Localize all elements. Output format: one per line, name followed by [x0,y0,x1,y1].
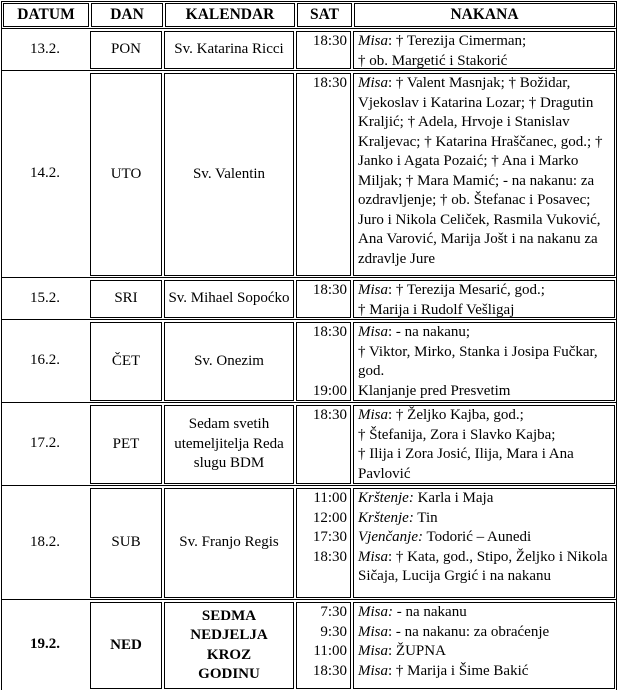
time: 9:30 [320,623,347,640]
kalendar-cell: Sv. Valentin [164,73,294,276]
nakana-cell [353,405,615,484]
sat-cell [296,405,351,484]
sat-cell [296,31,351,69]
entry-text: Karla i Maja [413,490,494,506]
kalendar-cell: Sedam svetih utemeljitelja Reda slugu BDM [164,405,294,484]
dan-cell: UTO [90,73,162,276]
sat-cell [296,73,351,276]
datum-cell: 18.2. [30,533,60,550]
sat-cell [296,322,351,401]
table-row [1,485,617,599]
entry-text: † Marija i Rudolf Vešligaj [358,301,515,318]
kalendar-cell: Sv. Onezim [164,322,294,401]
nakana-entry [358,301,612,321]
entry-label: Misa [358,324,388,340]
time: 18:30 [312,548,347,565]
nakana-entry [358,74,612,269]
header-nakana: NAKANA [354,3,615,27]
table-row [1,277,617,319]
entry-text: : † Terezija Mesarić, god.; [388,282,545,298]
time: 19:00 [312,382,347,399]
dan-cell: ČET [90,322,162,401]
entry-text: Todorić – Aunedi [422,529,532,545]
kalendar-cell: SEDMA NEDJELJA KROZ GODINU [164,602,294,689]
time: 11:00 [313,643,347,659]
nakana-entry [358,642,612,662]
time: 17:30 [312,529,347,545]
sat-cell [296,280,351,318]
nakana-entry [358,382,612,402]
header-dan: DAN [91,3,163,27]
kalendar-cell: Sv. Katarina Ricci [164,31,294,69]
entry-text: Klanjanje pred Presvetim [358,382,511,399]
time: 7:30 [320,604,347,620]
time: 18:30 [312,75,347,91]
nakana-cell [353,322,615,401]
entry-text: : † Valent Masnjak; † Božidar, Vjekoslav i Katarina Lozar; † Dragutin Kraljić; † Adela, Hrvoje i Stanislav Kraljevac; † Katarina Hraščanec, god.; † Janko i Agata Pozaić; † Ana i Marko Miljak; † Mara Mamić; - na nakanu: za ozdravljenje; † ob. Štefanac i Posavec; Juro i Nikola Celiček, Rasmila Vuković, Ana Varović, Marija Jošt i na nakanu za zdravlje Jure [358,75,603,267]
datum-cell: 17.2. [30,435,60,452]
entry-label: Misa [358,643,388,659]
entry-text: Tin [413,509,438,526]
time: 18:30 [312,324,347,340]
datum-cell: 15.2. [30,289,60,306]
table-header-row [1,1,617,28]
table-row [1,319,617,402]
entry-text: - na nakanu [393,604,467,620]
dan-cell: PET [90,405,162,484]
nakana-entry [358,548,612,587]
nakana-cell [353,602,615,689]
entry-label: Misa [358,548,388,565]
kalendar-cell: Sv. Mihael Sopoćko [164,280,294,318]
nakana-entry [358,445,612,484]
entry-text: : - na nakanu; [388,324,471,340]
entry-text: : † Marija i Šime Bakić [388,662,529,679]
nakana-entry [358,528,612,548]
entry-label: Vjenčanje: [358,529,423,545]
nakana-entry [358,509,612,529]
nakana-entry [358,32,612,52]
nakana-cell [353,280,615,318]
entry-text: † ob. Margetić i Stakorić [358,52,508,69]
entry-text: † Štefanija, Zora i Slavko Kajba; [358,426,556,443]
kalendar-cell: Sv. Franjo Regis [164,488,294,598]
nakana-entry [358,406,612,426]
header-kalendar: KALENDAR [165,3,295,27]
nakana-entry [358,52,612,72]
time: 11:00 [313,490,347,506]
sat-cell [296,488,351,598]
dan-cell: NED [90,602,162,689]
nakana-entry [358,323,612,343]
entry-text: : † Kata, god., Stipo, Željko i Nikola Sičaja, Lucija Grgić i na nakanu [358,548,608,584]
datum-cell: 16.2. [30,352,60,369]
header-datum: DATUM [3,3,89,27]
nakana-entry [358,489,612,509]
entry-label: Misa [358,33,388,49]
entry-label: Misa [358,407,388,423]
table-row [1,402,617,485]
nakana-entry [358,623,612,643]
entry-label: Misa: [358,604,393,620]
entry-label: Krštenje: [358,490,414,506]
nakana-cell [353,73,615,276]
datum-cell: 13.2. [30,40,60,57]
entry-text: : - na nakanu: za obraćenje [388,623,550,640]
header-sat: SAT [297,3,352,27]
table-row [1,599,617,690]
datum-cell: 19.2. [30,636,60,653]
time: 18:30 [312,282,347,298]
nakana-entry [358,343,612,382]
dan-cell: SUB [90,488,162,598]
entry-text: : † Terezija Cimerman; [388,33,527,49]
entry-text: : ŽUPNA [388,643,446,659]
schedule-table [1,1,617,690]
nakana-entry [358,426,612,446]
nakana-cell [353,488,615,598]
entry-label: Misa [358,623,388,640]
dan-cell: PON [90,31,162,69]
nakana-cell [353,31,615,69]
entry-text: : † Željko Kajba, god.; [388,407,524,423]
entry-text: † Viktor, Mirko, Stanka i Josipa Fučkar, god. [358,343,598,379]
entry-label: Misa [358,662,388,679]
nakana-entry [358,662,612,682]
nakana-entry [358,281,612,301]
nakana-entry [358,603,612,623]
entry-label: Misa [358,75,388,91]
time: 12:00 [312,509,347,526]
dan-cell: SRI [90,280,162,318]
entry-label: Misa [358,282,388,298]
entry-text: † Ilija i Zora Josić, Ilija, Mara i Ana Pavlović [358,446,574,482]
time: 18:30 [312,407,347,423]
table-row [1,70,617,277]
datum-cell: 14.2. [30,165,60,182]
time: 18:30 [312,33,347,49]
entry-label: Krštenje: [358,509,414,526]
table-row [1,28,617,70]
sat-cell [296,602,351,689]
time: 18:30 [312,662,347,679]
